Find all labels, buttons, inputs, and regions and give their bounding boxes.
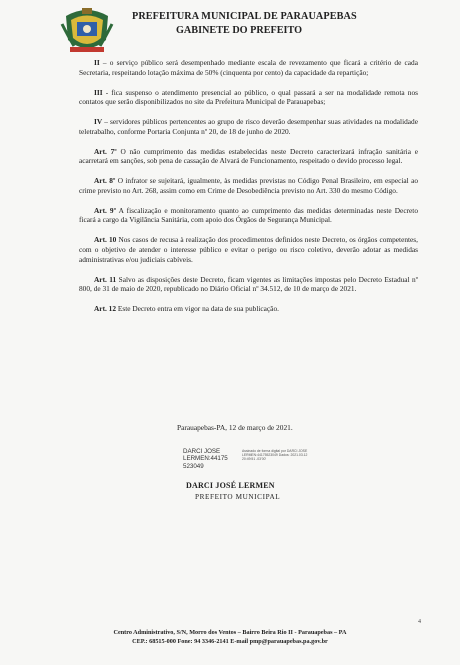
paragraph-text: – servidores públicos pertencentes ao grupo de risco deverão desempenhar suas atividades na modalidade teletrabalho, conforme Portaria Conjunta nº 20, de 18 de junho de 2020. xyxy=(79,117,418,136)
digital-signature xyxy=(183,448,323,478)
article-label: Art. 11 xyxy=(94,274,117,284)
article-text: Salvo as disposições deste Decreto, ficam vigentes as limitações impostas pelo Decreto Estadual nº 800, de 31 de maio de 2020, republicado no Diário Oficial nº 34.512, de 10 de março de 2021. xyxy=(79,274,419,294)
article-9 xyxy=(79,206,418,225)
mayor-title: PREFEITO MUNICIPAL xyxy=(195,493,281,501)
article-10 xyxy=(79,235,418,264)
mayor-name: DARCI JOSÉ LERMEN xyxy=(186,481,275,490)
signature-name-line2: LERMEN:44175 xyxy=(183,455,228,463)
article-label: Art. 8º xyxy=(94,176,116,186)
article-text: A fiscalização e monitoramento quanto ao cumprimento das medidas determinadas neste Decreto ficará a cargo da Vigilância Sanitária, com apoio dos Órgãos de Segurança Municipal. xyxy=(79,205,418,225)
article-label: Art. 10 xyxy=(94,235,117,245)
article-text: O infrator se sujeitará, igualmente, às medidas previstas no Código Penal Brasileiro, em especial ao crime previsto no Art. 268, assim como em Crime de Desobediência previsto no Art. 330 do mesmo Código. xyxy=(79,176,418,195)
article-8 xyxy=(79,176,418,195)
header-title: PREFEITURA MUNICIPAL DE PARAUAPEBAS xyxy=(132,11,357,22)
municipal-coat-of-arms-icon xyxy=(60,6,114,56)
page-number: 4 xyxy=(418,619,421,625)
article-label: Art. 12 xyxy=(94,304,117,314)
article-label: Art. 7º xyxy=(94,146,117,156)
paragraph-label: II xyxy=(94,58,100,67)
article-label: Art. 9º xyxy=(94,205,117,215)
paragraph-text: – o serviço público será desempenhado mediante escala de revezamento que ficará a critério de cada Secretaria, respeitando lotação máxima de 50% (cinquenta por cento) da capacidade da repartição; xyxy=(79,58,418,77)
date-line: Parauapebas-PA, 12 de março de 2021. xyxy=(177,423,293,432)
article-12 xyxy=(79,304,418,314)
article-text: O não cumprimento das medidas estabelecidas neste Decreto caracterizará infração sanitária e acarretará em sanções, sob pena de cassação de Alvará de Funcionamento, respeitado o devido processo legal. xyxy=(79,146,419,166)
signature-name-line1: DARCI JOSE xyxy=(183,448,221,455)
signature-name xyxy=(183,448,228,470)
signature-name-line3: 523049 xyxy=(183,462,204,470)
footer-address: Centro Administrativo, S/N, Morro dos Ventos – Bairro Beira Rio II - Parauapebas – PA xyxy=(113,629,347,636)
article-11 xyxy=(79,275,418,294)
footer-contact: CEP.: 68515-000 Fone: 94 3346-2141 E-mail pmp@parauapebas.pa.gov.br xyxy=(132,638,328,645)
signature-note: Assinado de forma digital por DARCI JOSE LERMEN:44175523049 Dados: 2021.03.12 20:49:51 -03'00' xyxy=(242,449,308,462)
paragraph-label: III xyxy=(94,87,103,97)
decree-body xyxy=(79,58,418,324)
article-7 xyxy=(79,147,418,166)
paragraph-text: - fica suspenso o atendimento presencial ao público, o qual passará a ser na modalidade remota nos contatos que serão disponibilizados no site da Prefeitura Municipal de Parauapebas; xyxy=(79,87,418,107)
header-subtitle: GABINETE DO PREFEITO xyxy=(176,25,303,36)
article-text: Este Decreto entra em vigor na data de sua publicação. xyxy=(116,304,279,314)
paragraph-iii xyxy=(79,88,418,107)
article-text: Nos casos de recusa à realização dos procedimentos definidos neste Decreto, os órgãos competentes, com o objetivo de atender o interesse público e evitar o perigo ou risco coletivo, deverão adotar as medidas administrativas e/ou judiciais cabíveis. xyxy=(79,235,419,264)
paragraph-ii xyxy=(79,58,418,77)
paragraph-iv xyxy=(79,117,418,136)
paragraph-label: IV xyxy=(94,117,103,127)
